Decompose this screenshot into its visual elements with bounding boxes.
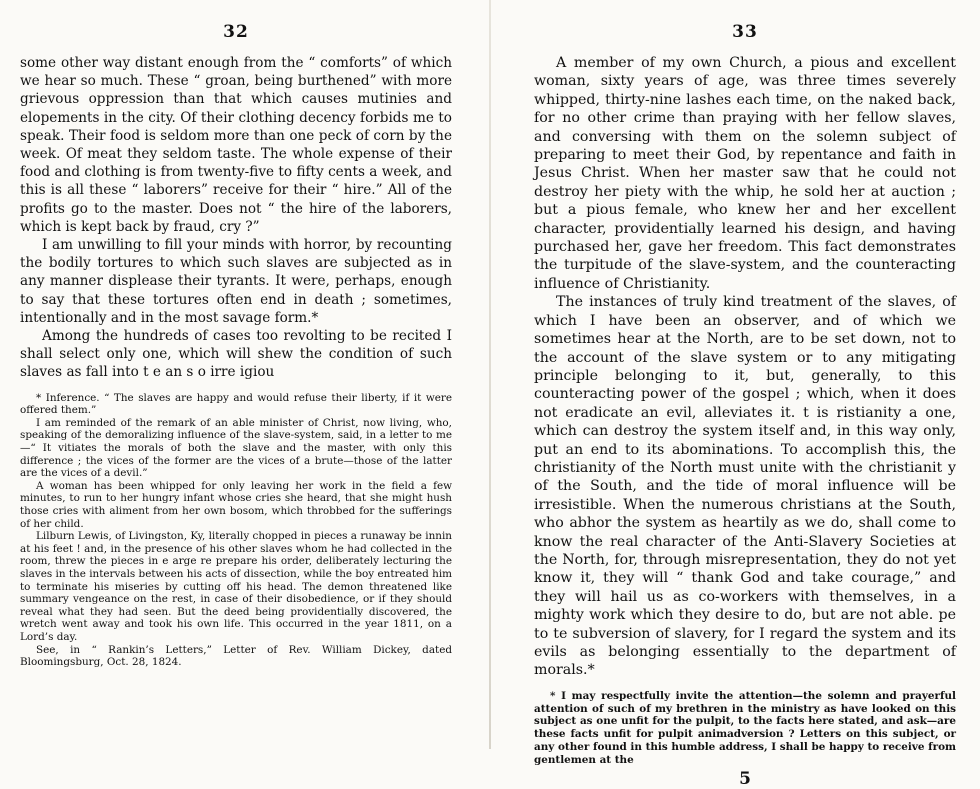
left-footnotes <box>20 392 452 669</box>
paragraph: A member of my own Church, a pious and excellent woman, sixty years of age, was three times severely whipped, thirty-nine lashes each time, on the naked back, for no other crime than praying with her fellow slaves, and conversing with them on the solemn subject of preparing to meet their God, by repentance and faith in Jesus Christ. When her master saw that he could not destroy her piety with the whip, he sold her at auction ; but a pious female, who knew her and her excellent character, providentially learned his design, and having purchased her, gave her freedom. This fact demonstrates the turpitude of the slave-system, and the counteracting influence of Christianity. <box>534 55 956 292</box>
footnote: * Inference. “ The slaves are happy and would refuse their liberty, if it were offered them.” <box>20 391 452 417</box>
left-body-text <box>20 54 452 382</box>
paragraph: some other way distant enough from the “ comforts” of which we hear so much. These “ groan, being burthened” with more grievous oppression than that which causes mutinies and elopements in the city. Of their clothing decency forbids me to speak. Their food is seldom more than one peck of corn by the week. Of meat they seldom taste. The whole expense of their food and clothing is from twenty-five to fifty cents a week, and this is all these “ laborers” receive for their “ hire.” All of the profits go to the master. Does not “ the hire of the laborers, which is kept back by fraud, cry ?” <box>20 55 452 235</box>
paragraph: I am unwilling to fill your minds with horror, by recounting the bodily tortures to which such slaves are subjected as in any manner displease their tyrants. It were, perhaps, enough to say that these tortures often end in death ; sometimes, intentionally and in the most savage form.* <box>20 237 452 326</box>
paragraph: Among the hundreds of cases too revolting to be recited I shall select only one, which will shew the condition of such slaves as fall into t e an s o irre igiou <box>20 328 452 381</box>
right-page <box>490 0 980 789</box>
footnote: I am reminded of the remark of an able minister of Christ, now living, who, speaking of the demoralizing influence of the slave-system, said, in a letter to me—“ It vitiates the morals of both the slave and the master, with only this difference ; the vices of the former are the vices of a brute—those of the latter are the vices of a devil.” <box>20 416 452 480</box>
page-number-left: 32 <box>223 22 249 42</box>
page-number-right: 33 <box>732 22 758 42</box>
footnote: * I may respectfully invite the attention—the solemn and prayerful attention of such of my brethren in the ministry as have looked on this subject as one unfit for the pulpit, to the facts here stated, and ask—are these facts unfit for pulpit animadversion ? Letters on this subject, or any other found in this humble address, I shall be happy to receive from gentlemen at the <box>534 689 956 766</box>
footnote: See, in “ Rankin’s Letters,” Letter of Rev. William Dickey, dated Bloomingsburg, Oct. 28, 1824. <box>20 643 452 669</box>
signature-mark: 5 <box>739 768 751 789</box>
footnote: Lilburn Lewis, of Livingston, Ky, literally chopped in pieces a runaway be innin at his feet ! and, in the presence of his other slaves whom he had collected in the room, threw the pieces in e arge re prepare his order, deliberately lecturing the slaves in the intervals between his acts of dissection, while the boy entreated him to terminate his miseries by cutting off his head. The demon threatened like summary vengeance on the rest, in case of their disobedience, or if they should reveal what they had seen. But the deed being providentially discovered, the wretch went away and took his own life. This occurred in the year 1811, on a Lord’s day. <box>20 530 452 643</box>
left-page <box>0 0 490 749</box>
right-footnotes <box>534 690 956 767</box>
footnote: A woman has been whipped for only leaving her work in the field a few minutes, to run to her hungry infant whose cries she heard, that she might hush those cries with aliment from her own bosom, which throbbed for the sufferings of her child. <box>20 479 452 530</box>
paragraph: The instances of truly kind treatment of the slaves, of which I have been an observer, and of which we sometimes hear at the North, are to be set down, not to the account of the slave system or to any mitigating principle belonging to it, but, generally, to this counteracting power of the gospel ; which, when it does not eradicate an evil, alleviates it. t is ristianity a one, which can destroy the system itself and, in this way only, put an end to its abominations. To accomplish this, the christianity of the North must unite with the christianit y of the South, and the tide of moral influence will be irresistible. When the numerous christians at the South, who abhor the system as heartily as we do, shall come to know the real character of the Anti-Slavery Societies at the North, for, through misrepresentation, they do not yet know it, they will “ thank God and take courage,” and they will hail us as co-workers with themselves, in a mighty work which they desire to do, but are not able. pe to te subversion of slavery, for I regard the system and its evils as belonging essentially to the department of morals.* <box>534 294 956 679</box>
right-body-text <box>534 54 956 680</box>
